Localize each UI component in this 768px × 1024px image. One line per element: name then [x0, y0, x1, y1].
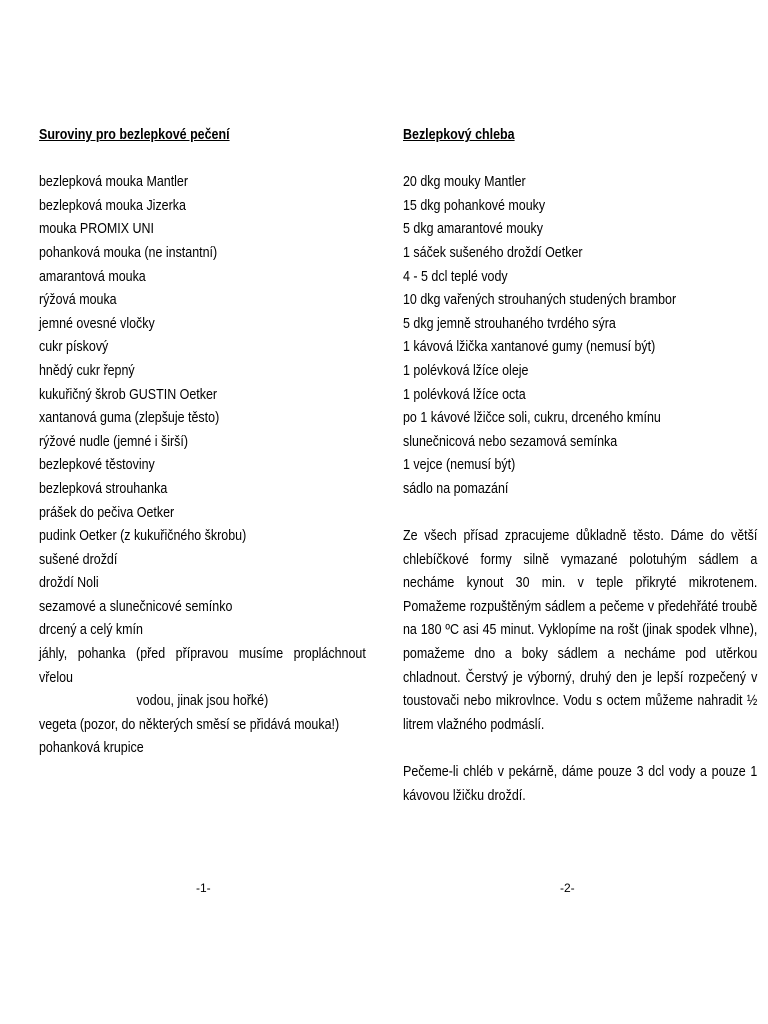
list-item: pudink Oetker (z kukuřičného škrobu)	[39, 528, 247, 545]
ingredient-item: 1 sáček sušeného droždí Oetker	[403, 244, 583, 261]
list-item: vegeta (pozor, do některých směsí se přidává mouka!)	[39, 716, 340, 733]
list-item: cukr pískový	[39, 339, 109, 356]
list-item: pohanková krupice	[39, 740, 144, 757]
right-page-column	[403, 124, 757, 808]
ingredient-item: slunečnicová nebo sezamová semínka	[403, 433, 618, 450]
ingredient-item: 1 vejce (nemusí být)	[403, 457, 516, 474]
list-item: bezlepková mouka Jizerka	[39, 197, 186, 214]
ingredient-item: 20 dkg mouky Mantler	[403, 174, 526, 191]
list-item: bezlepková mouka Mantler	[39, 174, 189, 191]
list-item: jemné ovesné vločky	[39, 315, 155, 332]
list-item: kukuřičný škrob GUSTIN Oetker	[39, 386, 218, 403]
page-number-right: -2-	[560, 881, 575, 895]
page-number-left: -1-	[196, 881, 211, 895]
list-item: rýžová mouka	[39, 292, 117, 309]
ingredient-supplies-list	[39, 171, 366, 761]
list-item-wrapped	[39, 643, 366, 714]
instructions-paragraph: Ze všech přísad zpracujeme důkladně těsto. Dáme do větší chlebíčkové formy silně vymazané polotuhým sádlem a necháme kynout 30 min. v teple přikryté mikrotenem. Pomažeme rozpuštěným sádlem a pečeme v předehřáté troubě na 180 ºC asi 45 minut. Vyklopíme na rošt (jinak spodek vlhne), pomažeme dno a boky sádlem a necháme pod utěrkou chladnout. Čerstvý je výborný, druhý den je lepší rozpečený v toustovači nebo mikrovlnce. Vodu s octem můžeme nahradit ½ litrem vlažného podmáslí.	[403, 528, 758, 733]
list-item: sezamové a slunečnicové semínko	[39, 598, 233, 615]
list-item: droždí Noli	[39, 575, 99, 592]
wrapped-item-line-1: jáhly, pohanka (před přípravou musíme propláchnout vřelou	[39, 646, 366, 686]
ingredient-item: 1 kávová lžička xantanové gumy (nemusí být)	[403, 339, 656, 356]
left-page-title: Suroviny pro bezlepkové pečení	[39, 127, 230, 143]
left-page-column	[39, 124, 366, 761]
ingredient-item: 5 dkg amarantové mouky	[403, 221, 544, 238]
ingredient-item: 5 dkg jemně strouhaného tvrdého sýra	[403, 315, 616, 332]
list-item: amarantová mouka	[39, 268, 146, 285]
list-item: prášek do pečiva Oetker	[39, 504, 175, 521]
right-page-title: Bezlepkový chleba	[403, 127, 515, 143]
list-item: bezlepková strouhanka	[39, 480, 168, 497]
ingredient-item: 15 dkg pohankové mouky	[403, 197, 546, 214]
ingredient-item: 1 polévková lžíce oleje	[403, 362, 529, 379]
ingredient-item: 10 dkg vařených strouhaných studených brambor	[403, 292, 677, 309]
list-item: xantanová guma (zlepšuje těsto)	[39, 410, 220, 427]
list-item: sušené droždí	[39, 551, 118, 568]
ingredient-item: sádlo na pomazání	[403, 480, 509, 497]
list-item: pohanková mouka (ne instantní)	[39, 244, 218, 261]
bread-ingredients-list	[403, 171, 757, 501]
list-item: hnědý cukr řepný	[39, 362, 135, 379]
list-item: rýžové nudle (jemné i širší)	[39, 433, 188, 450]
bread-machine-note: Pečeme-li chléb v pekárně, dáme pouze 3 dcl vody a pouze 1 kávovou lžičku droždí.	[403, 764, 758, 804]
ingredient-item: 4 - 5 dcl teplé vody	[403, 268, 508, 285]
ingredient-item: po 1 kávové lžičce soli, cukru, drceného kmínu	[403, 410, 661, 427]
list-item: bezlepkové těstoviny	[39, 457, 155, 474]
list-item: mouka PROMIX UNI	[39, 221, 155, 238]
wrapped-item-line-2: vodou, jinak jsou hořké)	[136, 693, 269, 710]
ingredient-item: 1 polévková lžíce octa	[403, 386, 526, 403]
list-item: drcený a celý kmín	[39, 622, 143, 639]
